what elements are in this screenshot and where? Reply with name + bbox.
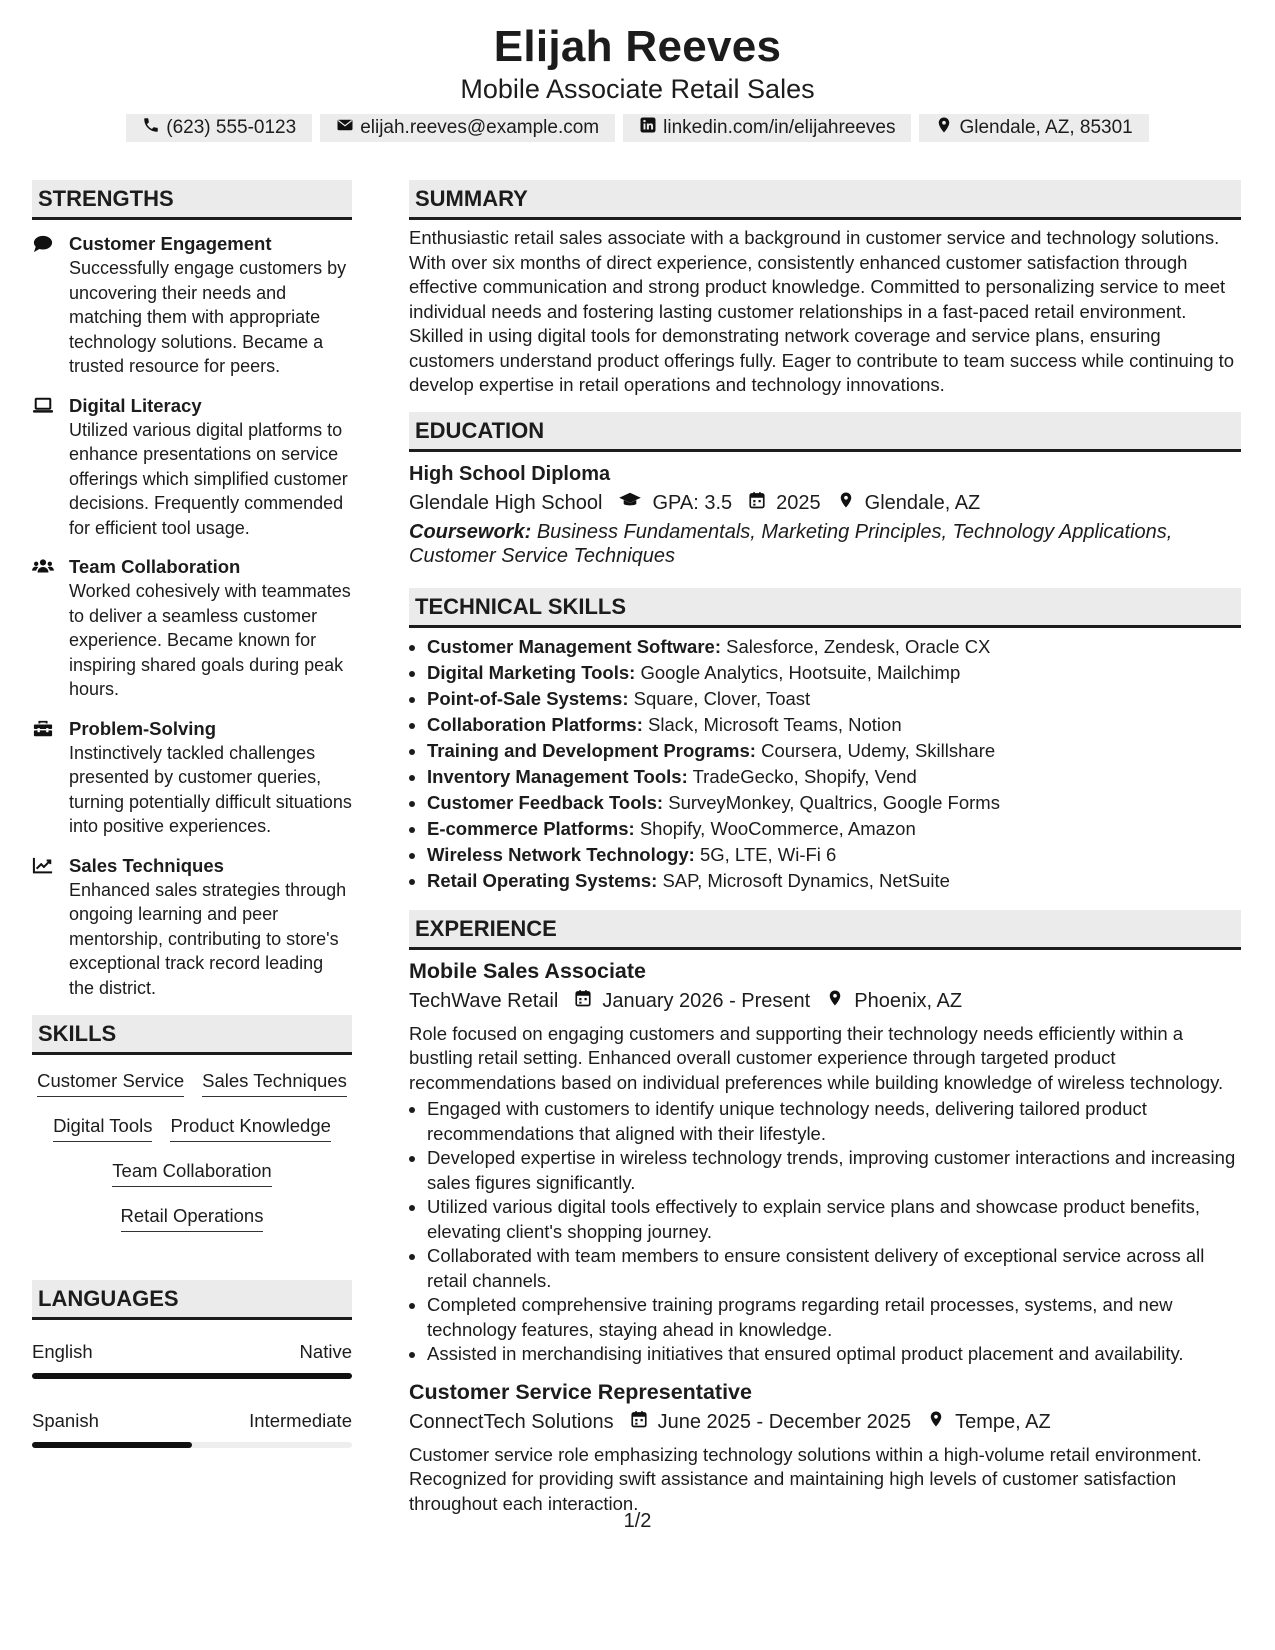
phone-text: (623) 555-0123 [166,117,297,138]
strength-title: Team Collaboration [69,556,241,577]
technical-skills-list [409,634,1241,894]
right-column [409,180,1241,1516]
contact-bar [0,114,1275,142]
strength-item [32,555,352,702]
job-title: Customer Service Representative [409,1379,752,1404]
calendar-icon [624,1407,648,1437]
strength-title: Problem-Solving [69,717,216,739]
strength-text: Instinctively tackled challenges presented by customer queries, turning potentially difficult situations into positive experiences. [69,742,352,836]
coursework-label: Coursework: [409,520,532,543]
technical-skill-label: Training and Development Programs: [427,739,756,761]
laptop-icon [32,394,69,541]
map-pin-icon [831,488,855,518]
skill-tag: Team Collaboration [112,1159,271,1187]
technical-skill-label: Customer Management Software: [427,635,721,657]
job-bullet: • Completed comprehensive training programs regarding retail processes, systems, and new technology features, staying ahead in knowledge. [427,1293,1241,1342]
technical-skill-label: E-commerce Platforms: [427,817,635,839]
phone-icon [142,116,160,140]
language-item [32,1340,352,1379]
technical-skills-heading: TECHNICAL SKILLS [409,588,1241,628]
technical-skill-label: Wireless Network Technology: [427,843,695,865]
strength-item [32,854,352,1001]
calendar-icon [742,488,766,518]
technical-skill-label: Inventory Management Tools: [427,765,688,787]
coursework-list: Business Fundamentals, Marketing Principles, Technology Applications, Customer Service Techniques [409,520,1173,567]
technical-skill-value: Square, Clover, Toast [633,687,811,709]
linkedin-text: linkedin.com/in/elijahreeves [663,117,896,138]
job-description: Role focused on engaging customers and supporting their technology needs efficiently within a bustling retail setting. Enhanced overall customer experience through targeted product recommendations based on individual preferences while building knowledge of wireless technology. [409,1022,1224,1093]
page-number: 1/2 [623,1510,652,1532]
language-item [32,1409,352,1448]
strength-text: Successfully engage customers by uncovering their needs and matching them with appropriate technology solutions. Became a trusted resource for peers. [69,258,347,376]
language-proficiency-bar [32,1442,352,1448]
contact-phone[interactable] [126,114,312,142]
technical-skill-label: Retail Operating Systems: [427,869,658,891]
technical-skill-item [427,712,1241,738]
technical-skill-item [427,764,1241,790]
education-coursework [409,520,1241,568]
technical-skill-item [427,686,1241,712]
summary-text: Enthusiastic retail sales associate with a background in customer service and technology solutions. With over six months of direct experience, consistently enhanced customer satisfaction through effective communication and strong product knowledge. Committed to personalizing service to meet individual needs and fostering lasting customer relationships in a fast-paced retail environment. Skilled in using digital tools for demonstrating network coverage and service plans, ensuring customers understand product offerings fully. Eager to contribute to team success while continuing to develop expertise in retail operations and technology innovations. [409,227,1235,395]
job-bullet: • Collaborated with team members to ensure consistent delivery of exceptional service across all retail channels. [427,1244,1241,1293]
technical-skill-value: TradeGecko, Shopify, Vend [692,765,917,787]
education-heading: EDUCATION [409,412,1241,452]
technical-skill-item [427,660,1241,686]
skill-tag: Product Knowledge [170,1114,330,1142]
job-bullet: • Engaged with customers to identify unique technology needs, delivering tailored product recommendations that aligned with their lifestyle. [427,1097,1241,1146]
technical-skill-value: Slack, Microsoft Teams, Notion [648,713,902,735]
technical-skill-label: Point-of-Sale Systems: [427,687,629,709]
technical-skill-label: Collaboration Platforms: [427,713,643,735]
job-bullet: • Assisted in merchandising initiatives that ensured optimal product placement and availability. [427,1342,1241,1367]
education-year: 2025 [776,491,821,514]
language-name: English [32,1341,93,1362]
language-proficiency-bar [32,1373,352,1379]
strength-item [32,717,352,839]
education-location: Glendale, AZ [864,491,981,514]
experience-heading: EXPERIENCE [409,910,1241,950]
job-location: Phoenix, AZ [854,989,963,1012]
technical-skill-item [427,634,1241,660]
technical-skill-value: Google Analytics, Hootsuite, Mailchimp [640,661,961,683]
candidate-name: Elijah Reeves [493,22,782,71]
language-proficiency-fill [32,1442,192,1448]
map-pin-icon [921,1407,945,1437]
graduation-cap-icon [612,488,642,518]
technical-skill-item [427,868,1241,894]
job-company: ConnectTech Solutions [409,1410,614,1433]
technical-skill-item [427,790,1241,816]
map-pin-icon [820,986,844,1016]
chart-line-icon [32,854,69,1001]
job-dates: June 2025 - December 2025 [657,1410,912,1433]
strength-title: Customer Engagement [69,233,272,254]
technical-skill-value: Coursera, Udemy, Skillshare [761,739,996,761]
skills-heading: SKILLS [32,1015,352,1055]
technical-skill-item [427,816,1241,842]
speech-bubble-icon [32,232,69,379]
job-entry [409,1377,1241,1517]
strength-item [32,394,352,541]
technical-skill-label: Customer Feedback Tools: [427,791,664,813]
education-school: Glendale High School [409,491,603,514]
technical-skill-label: Digital Marketing Tools: [427,661,636,683]
left-column [32,180,352,1478]
job-bullet: • Utilized various digital tools effectively to explain service plans and showcase product benefits, elevating client's shopping journey. [427,1195,1241,1244]
strength-text: Utilized various digital platforms to enhance presentations on service offerings which simplified customer decisions. Frequently commended for efficient tool usage. [69,419,348,538]
technical-skill-value: SurveyMonkey, Qualtrics, Google Forms [668,791,1000,813]
language-level: Native [299,1341,352,1362]
job-title: Mobile Sales Associate [409,958,646,983]
strength-title: Digital Literacy [69,394,202,416]
contact-location [919,114,1148,142]
linkedin-icon [639,116,657,140]
language-name: Spanish [32,1410,99,1431]
strengths-heading: STRENGTHS [32,180,352,220]
summary-heading: SUMMARY [409,180,1241,220]
education-degree: High School Diploma [409,462,611,485]
language-level: Intermediate [249,1410,352,1431]
envelope-icon [336,116,354,140]
languages-heading: LANGUAGES [32,1280,352,1320]
job-company: TechWave Retail [409,989,559,1012]
skill-tag: Sales Techniques [202,1069,347,1097]
technical-skill-value: 5G, LTE, Wi-Fi 6 [699,843,837,865]
job-meta [409,986,1241,1016]
job-bullet: • Developed expertise in wireless technology trends, improving customer interactions and increasing sales figures significantly. [427,1146,1241,1195]
job-dates: January 2026 - Present [602,989,811,1012]
job-description: Customer service role emphasizing technology solutions within a high-volume retail environment. Recognized for providing swift assistance and maintaining high levels of customer satisfaction throughout each interaction. [409,1443,1202,1514]
education-meta [409,488,1241,518]
skill-tag: Retail Operations [121,1204,264,1232]
language-proficiency-fill [32,1373,352,1379]
technical-skill-value: Salesforce, Zendesk, Oracle CX [726,635,991,657]
contact-linkedin[interactable] [623,114,911,142]
technical-skill-value: Shopify, WooCommerce, Amazon [639,817,916,839]
contact-email[interactable] [320,114,615,142]
candidate-title: Mobile Associate Retail Sales [460,74,815,104]
languages-list [32,1340,352,1448]
skill-tag: Customer Service [37,1069,184,1097]
strength-title: Sales Techniques [69,854,224,876]
technical-skill-item [427,842,1241,868]
email-text: elijah.reeves@example.com [360,117,600,138]
strength-text: Worked cohesively with teammates to deliver a seamless customer experience. Became known for inspiring shared goals during peak hours. [69,581,351,699]
strengths-list [32,232,352,1000]
strength-item [32,232,352,379]
technical-skill-value: SAP, Microsoft Dynamics, NetSuite [662,869,950,891]
job-location: Tempe, AZ [955,1410,1051,1433]
job-bullets [409,1097,1241,1367]
job-entry [409,956,1241,1367]
strength-text: Enhanced sales strategies through ongoing learning and peer mentorship, contributing to store's exceptional track record leading the district. [69,879,347,998]
users-icon [32,555,69,702]
map-pin-icon [935,116,953,140]
technical-skill-item [427,738,1241,764]
skills-list [32,1069,352,1232]
education-gpa: GPA: 3.5 [652,491,733,514]
job-meta [409,1407,1241,1437]
calendar-icon [568,986,592,1016]
toolbox-icon [32,717,69,839]
location-text: Glendale, AZ, 85301 [959,117,1133,138]
skill-tag: Digital Tools [53,1114,152,1142]
